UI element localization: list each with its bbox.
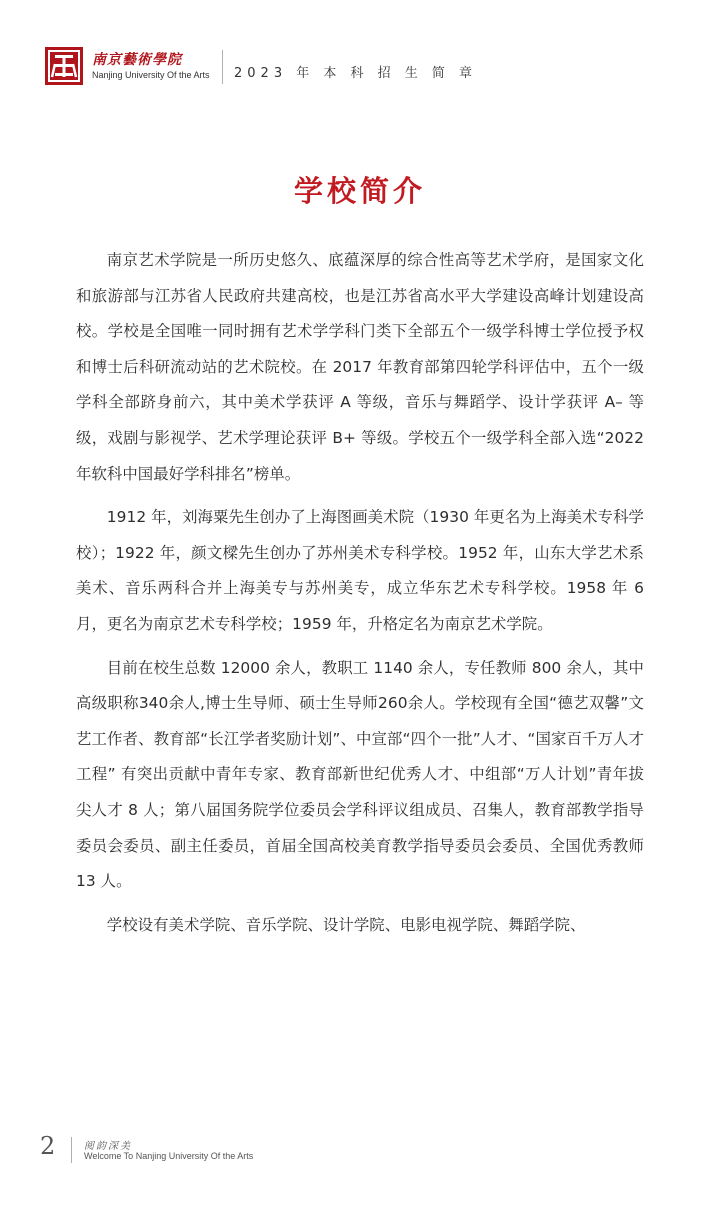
page-title: 学校简介 [293, 174, 426, 209]
header-divider [222, 50, 223, 84]
page-footer [40, 1134, 440, 1168]
footer-subtitle-en: Welcome To Nanjing University Of the Arts [84, 1151, 254, 1161]
paragraph-colleges: 学校设有美术学院、音乐学院、设计学院、电影电视学院、舞蹈学院、 [106, 915, 586, 934]
paragraph-intro: 南京艺术学院是一所历史悠久、底蕴深厚的综合性高等艺术学府，是国家文化和旅游部与江苏省人民政府共建高校，也是江苏省高水平大学建设高峰计划建设高校。学校是全国唯一同时拥有艺术学学科门类下全部五个一级学科博士学位授予权和博士后科研流动站的艺术院校。在 2017 年教育部第四轮学科评估中，五个一级学科全部跻身前六，其中美术学获评 A 等级，音乐与舞蹈学、设计学获评 A– 等级，戏剧与影视学、艺术学理论获评 B+ 等级。学校五个一级学科全部入选“2022 年软科中国最好学科排名”榜单。 [76, 251, 644, 483]
footer-slogan: 阅韵深美 [84, 1141, 132, 1152]
school-name-en: Nanjing University Of the Arts [92, 70, 210, 80]
brochure-title: 2023 年 本 科 招 生 简 章 [234, 66, 478, 81]
school-name-cn: 南京藝術學院 [92, 52, 182, 68]
paragraph-history: 1912 年，刘海粟先生创办了上海图画美术院（1930 年更名为上海美术专科学校）；1922 年，颜文樑先生创办了苏州美术专科学校。1952 年，山东大学艺术系美术、音乐两科合并上海美专与苏州美专，成立华东艺术专科学校。1958 年 6 月，更名为南京艺术专科学校；1959 年，升格定名为南京艺术学院。 [76, 508, 644, 633]
footer-divider [71, 1137, 72, 1163]
page-header [44, 46, 684, 94]
page-number: 2 [40, 1132, 56, 1160]
article-body [76, 243, 644, 951]
paragraph-faculty: 目前在校生总数 12000 余人，教职工 1140 余人，专任教师 800 余人，其中高级职称340余人,博士生导师、硕士生导师260余人。学校现有全国“德艺双馨”文艺工作者、教育部“长江学者奖励计划”、中宣部“四个一批”人才、“国家百千万人才工程” 有突出贡献中青年专家、教育部新世纪优秀人才、中组部“万人计划”青年拔尖人才 8 人；第八届国务院学位委员会学科评议组成员、召集人，教育部教学指导委员会委员、副主任委员，首届全国高校美育教学指导委员会委员、全国优秀教师 13 人。 [76, 658, 644, 891]
school-seal-logo-icon [44, 46, 84, 86]
